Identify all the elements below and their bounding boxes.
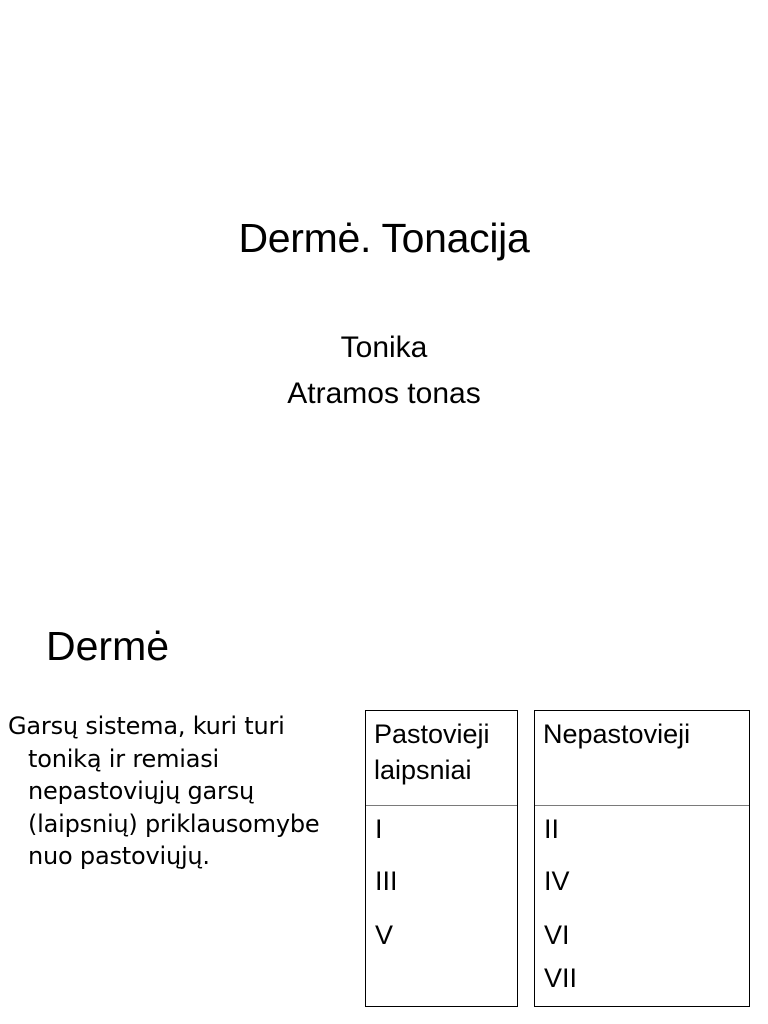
unstable-degree-cell: VI bbox=[544, 920, 570, 950]
slide-title-heading: Dermė. Tonacija bbox=[238, 215, 530, 261]
stable-degrees-header: Pastovieji laipsniai bbox=[366, 711, 517, 806]
subtitle-line-atramos-tonas: Atramos tonas bbox=[287, 377, 481, 410]
unstable-degrees-table bbox=[534, 710, 750, 1007]
subtitle-line-tonika: Tonika bbox=[340, 331, 428, 364]
unstable-degree-cell: VII bbox=[544, 963, 578, 993]
unstable-degree-cell: IV bbox=[544, 866, 570, 896]
stable-degree-cell: V bbox=[375, 920, 394, 950]
stable-degrees-table bbox=[365, 710, 518, 1007]
unstable-degree-cell: II bbox=[544, 814, 560, 844]
definition-text: Garsų sistema, kuri turi toniką ir remiasi nepastoviųjų garsų (laipsnių) priklausomybe nuo pastoviųjų. bbox=[8, 712, 320, 870]
slide-derme-heading: Dermė bbox=[46, 623, 170, 669]
stable-degree-cell: III bbox=[375, 866, 398, 896]
unstable-degrees-header: Nepastovieji bbox=[535, 711, 749, 806]
stable-degree-cell: I bbox=[375, 814, 383, 844]
slide-derme bbox=[0, 600, 768, 1024]
